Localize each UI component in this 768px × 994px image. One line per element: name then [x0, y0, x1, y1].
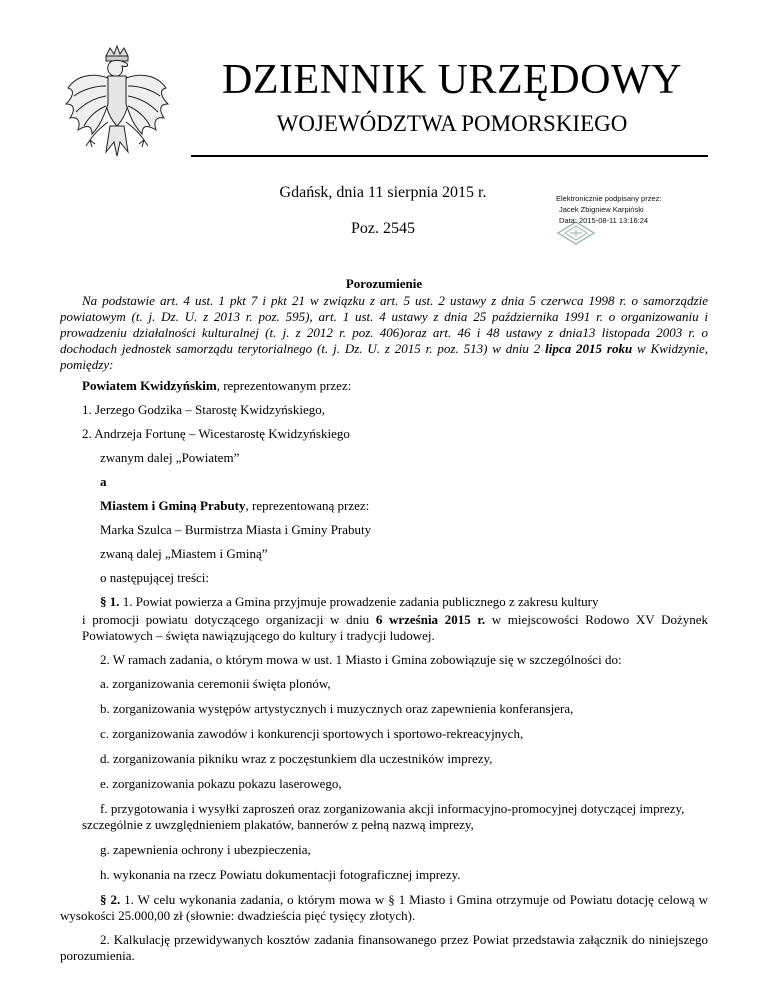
section2-paragraph2: 2. Kalkulację przewidywanych kosztów zadania finansowanego przez Powiat przedstawia załącznik do niniejszego porozumienia.	[60, 932, 708, 963]
issue-position: Poz. 2545	[351, 220, 415, 237]
section2-paragraph1	[60, 892, 708, 924]
legal-basis-place: w Kwidzynie, pomiędzy:	[60, 341, 708, 372]
task-item-e: e. zorganizowania pokazu pokazu laserowego,	[100, 776, 342, 791]
task-item-d: d. zorganizowania pikniku wraz z poczęstunkiem dla uczestników imprezy,	[100, 751, 493, 766]
party2-rep: Marka Szulca – Burmistrza Miasta i Gminy Prabuty	[100, 522, 372, 537]
section1-continuation	[60, 612, 708, 644]
task-item-f-cont: imprezy, szczególnie z uwzględnieniem plakatów, bannerów z pełną nazwą imprezy,	[82, 801, 685, 832]
party1-line	[60, 378, 708, 394]
task-item-b: b. zorganizowania występów artystycznych i muzycznych oraz zapewnienia konferansjera,	[100, 701, 574, 716]
task-item-h: h. wykonania na rzecz Powiatu dokumentacji fotograficznej imprezy.	[100, 867, 461, 882]
party1-rep2: 2. Andrzeja Fortunę – Wicestarostę Kwidzyńskiego	[82, 426, 350, 441]
section1-paragraph2: 2. W ramach zadania, o którym mowa w ust. 1 Miasto i Gmina zobowiązuje się w szczególności do:	[100, 652, 622, 667]
party2-alias: zwaną dalej „Miastem i Gminą”	[100, 546, 268, 561]
party1-name: Powiatem Kwidzyńskim	[82, 378, 217, 393]
party2-represented: , reprezentowaną przez:	[245, 498, 370, 513]
party2-line	[60, 498, 708, 514]
section1-paragraph1	[60, 594, 708, 610]
event-date: 6 września 2015 r.	[375, 612, 486, 627]
task-item-f-lead: f. przygotowania i wysyłki zaproszeń oraz zorganizowania akcji informacyjno-promocyjnej dotyczącej	[100, 801, 637, 816]
party1-represented: , reprezentowanym przez:	[216, 378, 352, 393]
task-item-a: a. zorganizowania ceremonii święta plonów,	[100, 676, 331, 691]
document-title: Porozumienie	[345, 276, 423, 291]
section1-mark: § 1.	[100, 594, 120, 609]
signature-signer: Jacek Zbigniew Karpiński	[559, 205, 644, 214]
signature-label: Elektronicznie podpisany przez:	[556, 194, 662, 203]
issue-date: Gdańsk, dnia 11 sierpnia 2015 r.	[279, 184, 487, 201]
section1-cont-a: i promocji powiatu dotyczącego organizacji w dniu	[82, 612, 376, 627]
legal-basis-text: Na podstawie art. 4 ust. 1 pkt 7 i pkt 21 w związku z art. 5 ust. 2 ustawy z dnia 5 czerwca 1998 r. o samorządzie powiatowym (t. j. Dz. U. z 2013 r. poz. 595), art. 1 ust. 4 ustawy z dnia 25 października 1991 r. o organizowaniu i prowadzeniu działalności kulturalnej (t. j. z 2012 r. poz. 406)oraz art. 46 i 48 ustawy z dnia13 listopada 2003 r. o dochodach jednostek samorządu terytorialnego (t. j. Dz. U. z 2015 r. poz. 513) w dniu 2	[60, 293, 708, 356]
task-item-g: g. zapewnienia ochrony i ubezpieczenia,	[100, 842, 311, 857]
signature-date: Data: 2015-08-11 13:16:24	[559, 216, 649, 225]
section2-text: 1. W celu wykonania zadania, o którym mowa w § 1 Miasto i Gmina otrzymuje od Powiatu dotację celową w wysokości 25.000,00 zł (słownie: dwadzieścia pięć tysięcy złotych).	[60, 892, 708, 923]
conjunction	[60, 474, 708, 490]
masthead-divider	[191, 155, 708, 157]
section1-cont-b: w miejscowości Rodowo XV Dożynek Powiatowych – święta nawiązującego do kultury i tradycji ludowej.	[82, 612, 708, 643]
content-intro: o następującej treści:	[100, 570, 210, 585]
section1-lead: 1. Powiat powierza a Gmina przyjmuje prowadzenie zadania publicznego z zakresu kultury	[119, 594, 599, 609]
masthead-subtitle: WOJEWÓDZTWA POMORSKIEGO	[276, 111, 628, 136]
task-item-f	[60, 801, 708, 833]
eagle-emblem-icon	[62, 42, 172, 166]
party2-name: Miastem i Gminą Prabuty	[100, 498, 246, 513]
electronic-signature	[556, 193, 716, 226]
masthead-title: DZIENNIK URZĘDOWY	[222, 57, 682, 103]
legal-basis-paragraph	[60, 293, 708, 373]
conjunction-text: a	[100, 474, 107, 489]
task-item-c: c. zorganizowania zawodów i konkurencji sportowych i sportowo-rekreacyjnych,	[100, 726, 524, 741]
party1-alias: zwanym dalej „Powiatem”	[100, 450, 240, 465]
party1-rep1: 1. Jerzego Godzika – Starostę Kwidzyńskiego,	[82, 402, 325, 417]
document-body	[60, 293, 708, 972]
agreement-date: lipca 2015 roku	[545, 341, 633, 356]
section2-mark: § 2.	[100, 892, 121, 907]
